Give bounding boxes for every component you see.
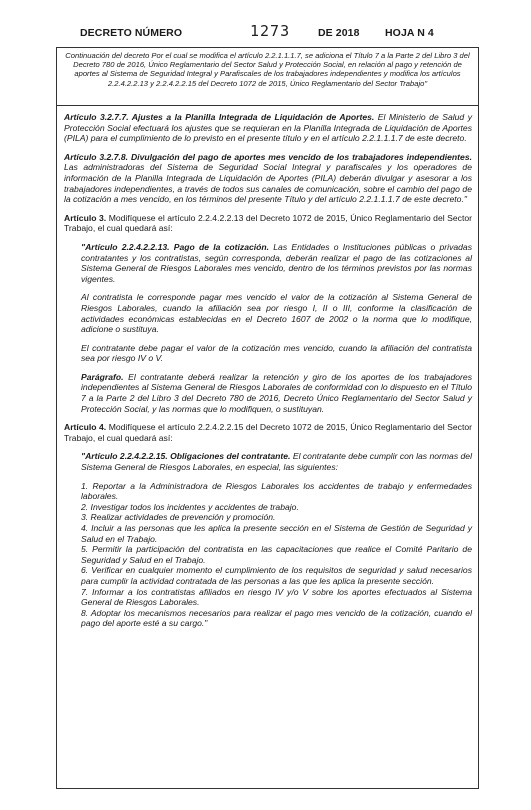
article-22422213 <box>81 242 472 284</box>
article-22422215 <box>81 451 472 472</box>
article-3 <box>64 213 472 234</box>
list-item: 3. Realizar actividades de prevención y promoción. <box>81 512 276 523</box>
article-4-title: Artículo 4. <box>64 422 107 433</box>
list-item: 5. Permitir la participación del contratista en las capacitaciones que realice el Comité Paritario de Seguridad y Salud en el Trabajo. <box>81 544 472 565</box>
list-item: 7. Informar a los contratistas afiliados en riesgo IV y/o V sobre los aportes efectuados al Sistema General de Riesgos Laborales. <box>81 586 472 608</box>
continuation-text: Continuación del decreto Por el cual se modifica el artículo 2.2.1.1.1.7, se adiciona el Título 7 a la Parte 2 del Libro 3 del Decreto 780 de 2016, Único Reglamentario del Sector Salud y Protección Social, en relación al pago y retención de aportes al Sistema de Seguridad Integral y Parafiscales de los trabajadores independientes y modifica los artículos 2.2.4.2.2.13 y 2.2.4.2.2.15 del Decreto 1072 de 2015, Único Reglamentario del Sector Trabajo" <box>65 51 470 88</box>
paragrafo-text: El contratante deberá realizar la retención y giro de los aportes de los trabajadores independientes al Sistema General de Riesgos Laborales de conformidad con lo dispuesto en el Título 7 a la Parte 2 del Libro 3 del Decreto 780 de 2016, Decreto Único Reglamentario del Sector Salud y Protección Social, y las normas que lo modifiquen, o sustituyan. <box>81 371 472 414</box>
list-item: 4. Incluir a las personas que les aplica la presente sección en el Sistema de Gestión de Seguridad y Salud en el Trabajo. <box>81 523 472 544</box>
article-4 <box>64 422 472 443</box>
article-3278-text: Las administradoras del Sistema de Seguridad Social Integral y parafiscales y los operadores de información de la Planilla Integrada de Liquidación de Aportes (PILA) deberán divulgar y asesorar a los trabajadores independientes, a través de todos sus canales de comunicación, sobre el cambio del pago de la cotización a mes vencido, en los términos del presente Título y del artículo 2.2.1.1.1.7 de este decreto." <box>64 162 472 205</box>
article-3277 <box>64 112 472 144</box>
article-22422213-title: "Artículo 2.2.4.2.2.13. Pago de la cotización. <box>81 241 270 252</box>
article-22422213-text: Las Entidades o Instituciones públicas o privadas contratantes y los contratistas, según corresponda, deberán realizar el pago de las cotizaciones al Sistema General de Riesgos Laborales mes vencido, dentro de los términos previstos por las normas vigentes. <box>81 241 473 284</box>
paragrafo-title: Parágrafo. <box>81 371 124 382</box>
paragraph-contratista: Al contratista le corresponde pagar mes vencido el valor de la cotización al Sistema General de Riesgos Laborales, cuando la afiliación sea por riesgo I, II o III, conforme la clasificación de actividades económicas establecidas en el Decreto 1607 de 2002 o la norma que lo modifique, adicione o sustituya. <box>81 292 472 335</box>
list-item: 6. Verificar en cualquier momento el cumplimiento de los requisitos de seguridad y salud necesarios para cumplir la actividad contratada de las personas a las que les aplica la presente sección. <box>81 565 472 586</box>
page-header <box>80 22 480 43</box>
obligaciones-list <box>81 481 472 629</box>
article-3277-text: El Ministerio de Salud y Protección Social efectuará los ajustes que se requieran en la Planilla Integrada de Liquidación de Aportes (PILA) para el cumplimiento de lo previsto en el presente título y en el artículo 2.2.1.1.1.7 de este decreto. <box>64 112 472 144</box>
page-number: HOJA N 4 <box>385 27 434 39</box>
article-3277-title: Artículo 3.2.7.7. Ajustes a la Planilla Integrada de Liquidación de Aportes. <box>64 112 375 122</box>
decreto-label: DECRETO NÚMERO <box>80 27 183 39</box>
article-3-text: Modifíquese el artículo 2.2.4.2.2.13 del Decreto 1072 de 2015, Único Reglamentario del Sector Trabajo, el cual quedará así: <box>64 212 472 234</box>
continuation-header <box>57 49 478 106</box>
list-item: 1. Reportar a la Administradora de Riesgos Laborales los accidentes de trabajo y enfermedades laborales. <box>81 480 472 502</box>
article-22422215-title: "Artículo 2.2.4.2.2.15. Obligaciones del contratante. <box>81 451 291 462</box>
decreto-year: DE 2018 <box>318 27 360 39</box>
article-4-text: Modifíquese el artículo 2.2.4.2.2.15 del Decreto 1072 de 2015, Único Reglamentario del Sector Trabajo, el cual quedará así: <box>64 422 472 443</box>
article-22422215-text: El contratante debe cumplir con las normas del Sistema General de Riesgos Laborales, en especial, las siguientes: <box>81 451 472 473</box>
article-3-title: Artículo 3. <box>64 212 107 223</box>
list-item: 8. Adoptar los mecanismos necesarios para realizar el pago mes vencido de la cotización, cuando el pago del aporte esté a su cargo." <box>81 607 472 629</box>
document-body <box>64 112 472 629</box>
paragrafo <box>81 372 472 414</box>
list-item: 2. Investigar todos los incidentes y accidentes de trabajo. <box>81 501 299 512</box>
article-3278-title: Artículo 3.2.7.8. Divulgación del pago de aportes mes vencido de los trabajadores independientes. <box>64 151 472 162</box>
article-3278 <box>64 152 472 205</box>
decreto-number: 1273 <box>250 22 291 40</box>
paragraph-contratante: El contratante debe pagar el valor de la cotización mes vencido, cuando la afiliación del contratista sea por riesgo IV o V. <box>81 342 472 364</box>
